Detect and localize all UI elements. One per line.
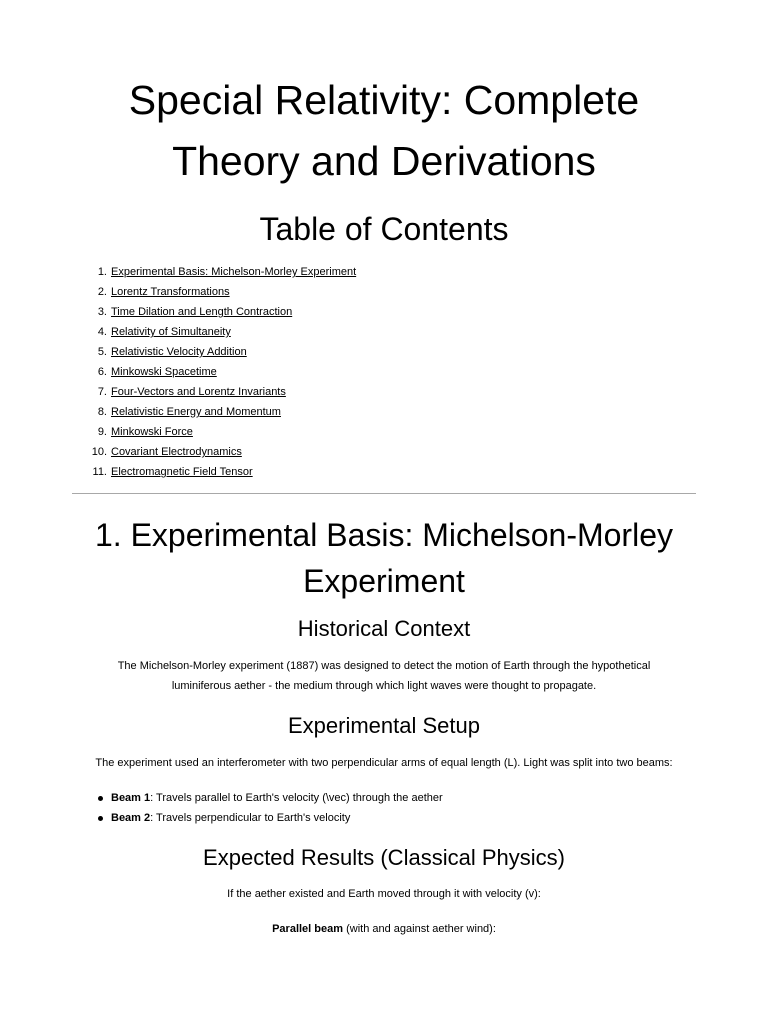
toc-link-covariant-electrodynamics[interactable]: Covariant Electrodynamics (111, 446, 242, 458)
toc-link-velocity-addition[interactable]: Relativistic Velocity Addition (111, 346, 247, 358)
toc-number: 9. (97, 426, 107, 438)
table-of-contents (72, 262, 696, 482)
beam-list (72, 788, 696, 828)
paragraph-expected: If the aether existed and Earth moved through it with velocity (v): (227, 888, 541, 900)
parallel-beam-text: (with and against aether wind): (343, 923, 496, 935)
toc-link-simultaneity[interactable]: Relativity of Simultaneity (111, 326, 231, 338)
toc-item (72, 402, 696, 422)
toc-link-field-tensor[interactable]: Electromagnetic Field Tensor (111, 466, 253, 478)
bullet-icon (98, 816, 103, 821)
toc-item (72, 262, 696, 282)
toc-link-energy-momentum[interactable]: Relativistic Energy and Momentum (111, 406, 281, 418)
toc-number: 4. (97, 326, 107, 338)
toc-number: 5. (97, 346, 107, 358)
toc-item (72, 322, 696, 342)
toc-item (72, 382, 696, 402)
toc-link-time-dilation[interactable]: Time Dilation and Length Contraction (111, 306, 293, 318)
toc-item (72, 462, 696, 482)
toc-item (72, 362, 696, 382)
paragraph-setup: The experiment used an interferometer with two perpendicular arms of equal length (L). Light was split into two beams: (95, 757, 673, 769)
bullet-text: : Travels perpendicular to Earth's velocity (150, 812, 351, 824)
toc-heading: Table of Contents (259, 211, 509, 247)
subsection-heading-setup: Experimental Setup (288, 713, 480, 738)
toc-link-minkowski-force[interactable]: Minkowski Force (111, 426, 193, 438)
toc-number: 8. (97, 406, 107, 418)
toc-link-minkowski-spacetime[interactable]: Minkowski Spacetime (111, 366, 217, 378)
toc-number: 1. (97, 266, 107, 278)
toc-link-michelson-morley[interactable]: Experimental Basis: Michelson-Morley Experiment (111, 266, 357, 278)
toc-item (72, 442, 696, 462)
toc-item (72, 422, 696, 442)
toc-item (72, 302, 696, 322)
parallel-beam-label: Parallel beam (272, 923, 344, 935)
toc-number: 7. (97, 386, 107, 398)
list-item (72, 808, 696, 828)
horizontal-divider (72, 493, 696, 494)
section-heading: 1. Experimental Basis: Michelson-Morley Experiment (95, 517, 673, 599)
toc-link-lorentz-transformations[interactable]: Lorentz Transformations (111, 286, 230, 298)
bullet-text: : Travels parallel to Earth's velocity (\vec) through the aether (150, 792, 443, 804)
toc-item (72, 282, 696, 302)
subsection-heading-historical: Historical Context (297, 616, 471, 641)
bullet-icon (98, 796, 103, 801)
bullet-label: Beam 1 (111, 792, 151, 804)
subsection-heading-expected: Expected Results (Classical Physics) (203, 845, 565, 870)
paragraph-parallel-beam (72, 919, 696, 939)
toc-number: 11. (92, 466, 107, 478)
bullet-label: Beam 2 (111, 812, 151, 824)
toc-item (72, 342, 696, 362)
document-title: Special Relativity: Complete Theory and Derivations (128, 77, 640, 184)
list-item (72, 788, 696, 808)
toc-number: 6. (97, 366, 107, 378)
toc-number: 2. (97, 286, 107, 298)
paragraph-historical: The Michelson-Morley experiment (1887) was designed to detect the motion of Earth through the hypothetical luminiferous aether - the medium through which light waves were thought to propagate. (117, 660, 651, 692)
toc-link-four-vectors[interactable]: Four-Vectors and Lorentz Invariants (111, 386, 286, 398)
toc-number: 3. (97, 306, 107, 318)
toc-number: 10. (91, 446, 107, 458)
